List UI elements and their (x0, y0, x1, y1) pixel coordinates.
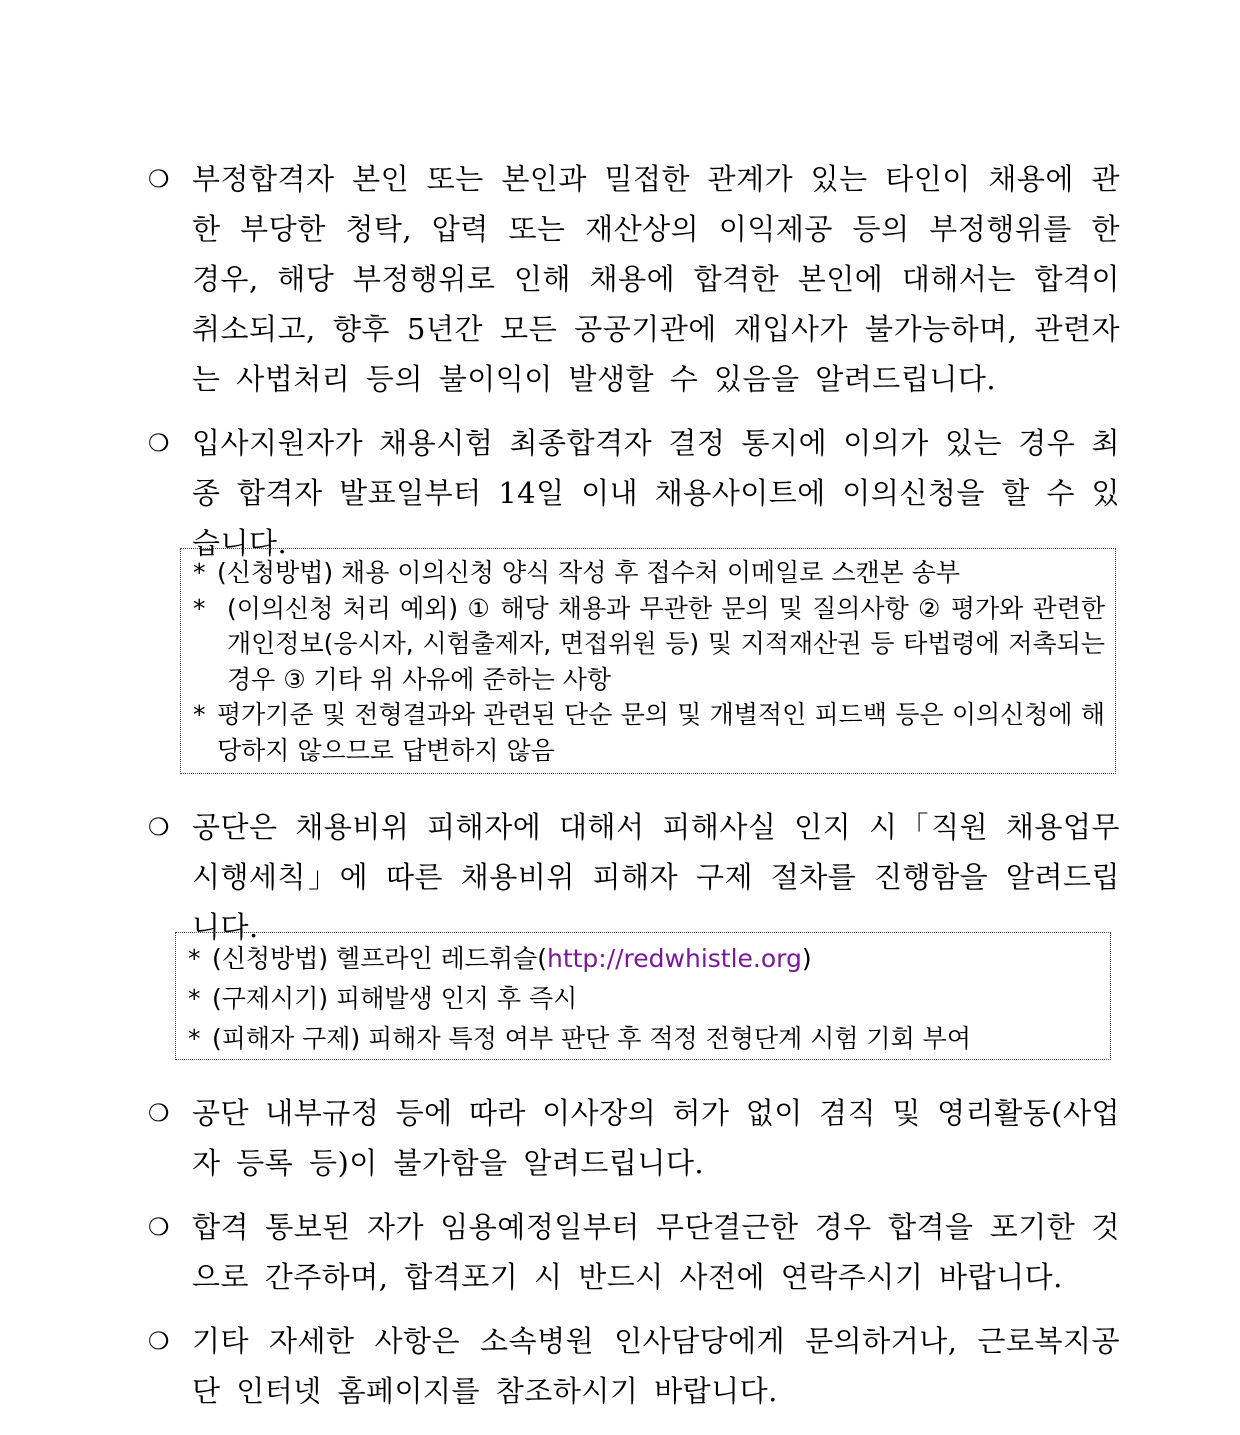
note-text: (이의신청 처리 예외) ① 해당 채용과 무관한 문의 및 질의사항 ② 평가와 관련한 개인정보(응시자, 시험출제자, 면접위원 등) 및 지적재산권 등 타법령에 저촉되는 경우 ③ 기타 위 사유에 준하는 사항 (227, 593, 1105, 694)
notice-item-contact (148, 1316, 1120, 1416)
circle-bullet-icon: ❍ (148, 165, 170, 193)
note-text: (구제시기) 피해발생 인지 후 즉시 (212, 984, 578, 1013)
notice-text: 부정합격자 본인 또는 본인과 밀접한 관계가 있는 타인이 채용에 관한 부당한 청탁, 압력 또는 재산상의 이익제공 등의 부정행위를 한 경우, 해당 부정행위로 인해 채용에 합격한 본인에 대해서는 합격이 취소되고, 향후 5년간 모든 공공기관에 재입사가 불가능하며, 관련자는 사법처리 등의 불이익이 발생할 수 있음을 알려드립니다. (192, 162, 1120, 396)
notice-text: 공단 내부규정 등에 따라 이사장의 허가 없이 겸직 및 영리활동(사업자 등록 등)이 불가함을 알려드립니다. (192, 1096, 1120, 1180)
asterisk-icon: * (188, 984, 201, 1013)
note-line (188, 939, 1100, 979)
note-text: (신청방법) 채용 이의신청 양식 작성 후 접수처 이메일로 스캔본 송부 (217, 558, 961, 587)
asterisk-icon: * (193, 558, 206, 587)
notice-item-side-job (148, 1088, 1120, 1188)
notice-text: 기타 자세한 사항은 소속병원 인사담당에게 문의하거나, 근로복지공단 인터넷 홈페이지를 참조하시기 바랍니다. (192, 1324, 1120, 1408)
circle-bullet-icon: ❍ (148, 1327, 170, 1355)
asterisk-icon: * (188, 944, 201, 973)
notice-item-fraud (148, 154, 1120, 404)
note-text: ) (801, 944, 812, 973)
note-line (193, 697, 1105, 768)
asterisk-icon: * (193, 700, 206, 729)
note-text: (신청방법) 헬프라인 레드휘슬( (212, 944, 547, 973)
notice-text: 입사지원자가 채용시험 최종합격자 결정 통지에 이의가 있는 경우 최종 합격자 발표일부터 14일 이내 채용사이트에 이의신청을 할 수 있습니다. (192, 426, 1120, 560)
notice-text: 공단은 채용비위 피해자에 대해서 피해사실 인지 시「직원 채용업무 시행세칙」에 따른 채용비위 피해자 구제 절차를 진행함을 알려드립니다. (192, 810, 1120, 944)
note-line (188, 1019, 1100, 1059)
circle-bullet-icon: ❍ (148, 429, 170, 457)
relief-notes-box (175, 932, 1111, 1060)
asterisk-icon: * (188, 1024, 201, 1053)
redwhistle-link[interactable]: http://redwhistle.org (546, 944, 802, 973)
note-text: (피해자 구제) 피해자 특정 여부 판단 후 적정 전형단계 시험 기회 부여 (212, 1024, 971, 1053)
note-text: 평가기준 및 전형결과와 관련된 단순 문의 및 개별적인 피드백 등은 이의신청에 해당하지 않으므로 답변하지 않음 (217, 700, 1105, 765)
notice-item-absence (148, 1202, 1120, 1302)
circle-bullet-icon: ❍ (148, 1213, 170, 1241)
notice-item-objection (148, 418, 1120, 568)
circle-bullet-icon: ❍ (148, 813, 170, 841)
objection-notes-box (180, 548, 1116, 774)
note-line (193, 555, 1105, 591)
note-line (193, 591, 1105, 698)
notice-text: 합격 통보된 자가 임용예정일부터 무단결근한 경우 합격을 포기한 것으로 간주하며, 합격포기 시 반드시 사전에 연락주시기 바랍니다. (192, 1210, 1120, 1294)
circle-bullet-icon: ❍ (148, 1099, 170, 1127)
asterisk-icon: * (193, 593, 206, 623)
note-line (188, 979, 1100, 1019)
notice-item-relief (148, 802, 1120, 952)
